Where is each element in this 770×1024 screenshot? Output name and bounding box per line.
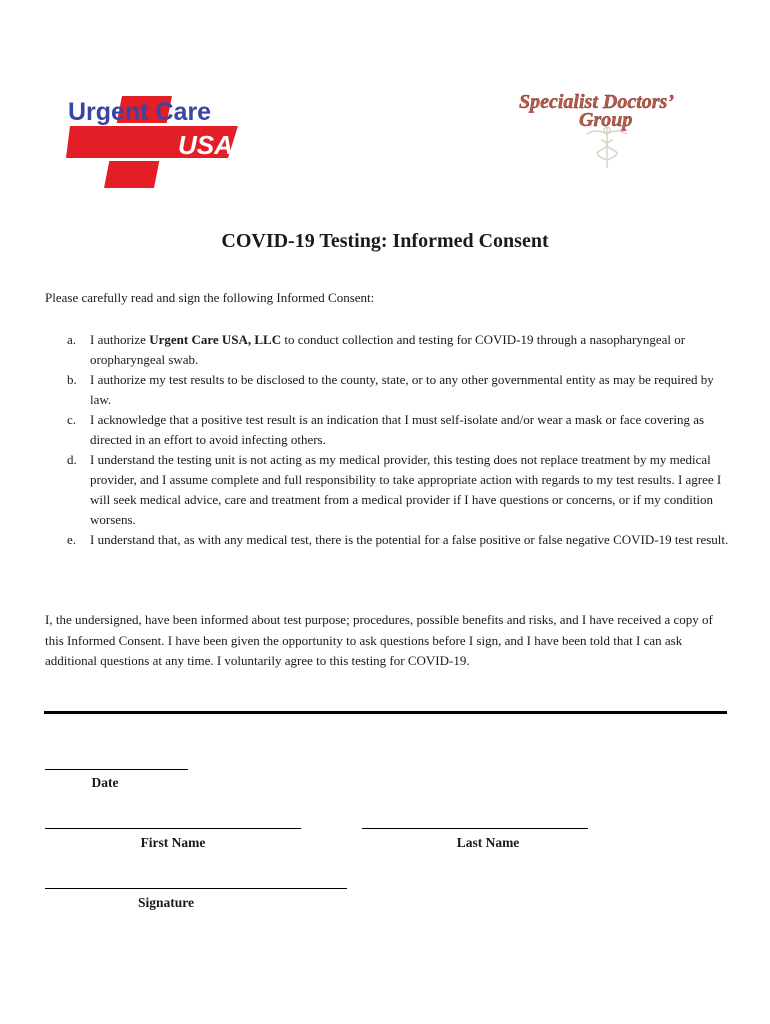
svg-text:Urgent Care: Urgent Care: [68, 98, 212, 126]
item-marker: d.: [67, 452, 77, 467]
item-text: I understand that, as with any medical test, there is the potential for a false positive or false negative COVID-19 test result.: [90, 532, 729, 547]
company-name: Urgent Care USA, LLC: [149, 332, 282, 347]
svg-text:Specialist Doctors’: Specialist Doctors’: [519, 91, 674, 113]
svg-text:Group: Group: [579, 109, 633, 131]
date-signature-line[interactable]: [45, 769, 188, 770]
section-divider: [44, 711, 727, 714]
consent-items-list: [45, 330, 735, 550]
item-text: to conduct collection and testing for COVID-19 through a nasopharyngeal or oropharyngeal swab.: [90, 332, 686, 367]
item-text: I authorize: [90, 332, 150, 347]
first-name-line[interactable]: [45, 828, 301, 829]
date-label: Date: [91, 775, 119, 790]
svg-text:USA: USA: [178, 130, 233, 160]
item-marker: c.: [67, 412, 77, 427]
item-marker: e.: [67, 532, 77, 547]
document-title: COVID-19 Testing: Informed Consent: [221, 230, 549, 252]
urgent-care-usa-logo: [62, 92, 244, 190]
consent-item: [45, 450, 735, 530]
last-name-line[interactable]: [362, 828, 588, 829]
item-marker: b.: [67, 372, 77, 387]
item-text: I understand the testing unit is not acting as my medical provider, this testing does not replace treatment by my medical provider, and I assume complete and full responsibility to take appropriate action with regards to my test results. I agree I will seek medical advice, care and treatment from a medical provider if I have questions or concerns, or if my condition worsens.: [90, 452, 722, 527]
consent-statement: I, the undersigned, have been informed about test purpose; procedures, possible benefits and risks, and I have received a copy of this Informed Consent. I have been given the opportunity to ask questions before I sign, and I have been told that I can ask additional questions at any time. I voluntarily agree to this testing for COVID-19.: [45, 612, 713, 668]
item-text: I authorize my test results to be disclosed to the county, state, or to any other governmental entity as may be required by law.: [90, 372, 714, 407]
signature-line[interactable]: [45, 888, 347, 889]
consent-item: [45, 330, 735, 370]
signature-label: Signature: [137, 895, 194, 910]
first-name-label: First Name: [140, 835, 206, 850]
intro-text: Please carefully read and sign the following Informed Consent:: [45, 290, 375, 305]
specialist-doctors-group-logo: [515, 88, 700, 170]
consent-item: [45, 410, 735, 450]
consent-item: [45, 370, 735, 410]
consent-item: [45, 530, 735, 550]
last-name-label: Last Name: [456, 835, 520, 850]
item-text: I acknowledge that a positive test result is an indication that I must self-isolate and/or wear a mask or face covering as directed in an effort to avoid infecting others.: [90, 412, 705, 447]
item-marker: a.: [67, 332, 77, 347]
